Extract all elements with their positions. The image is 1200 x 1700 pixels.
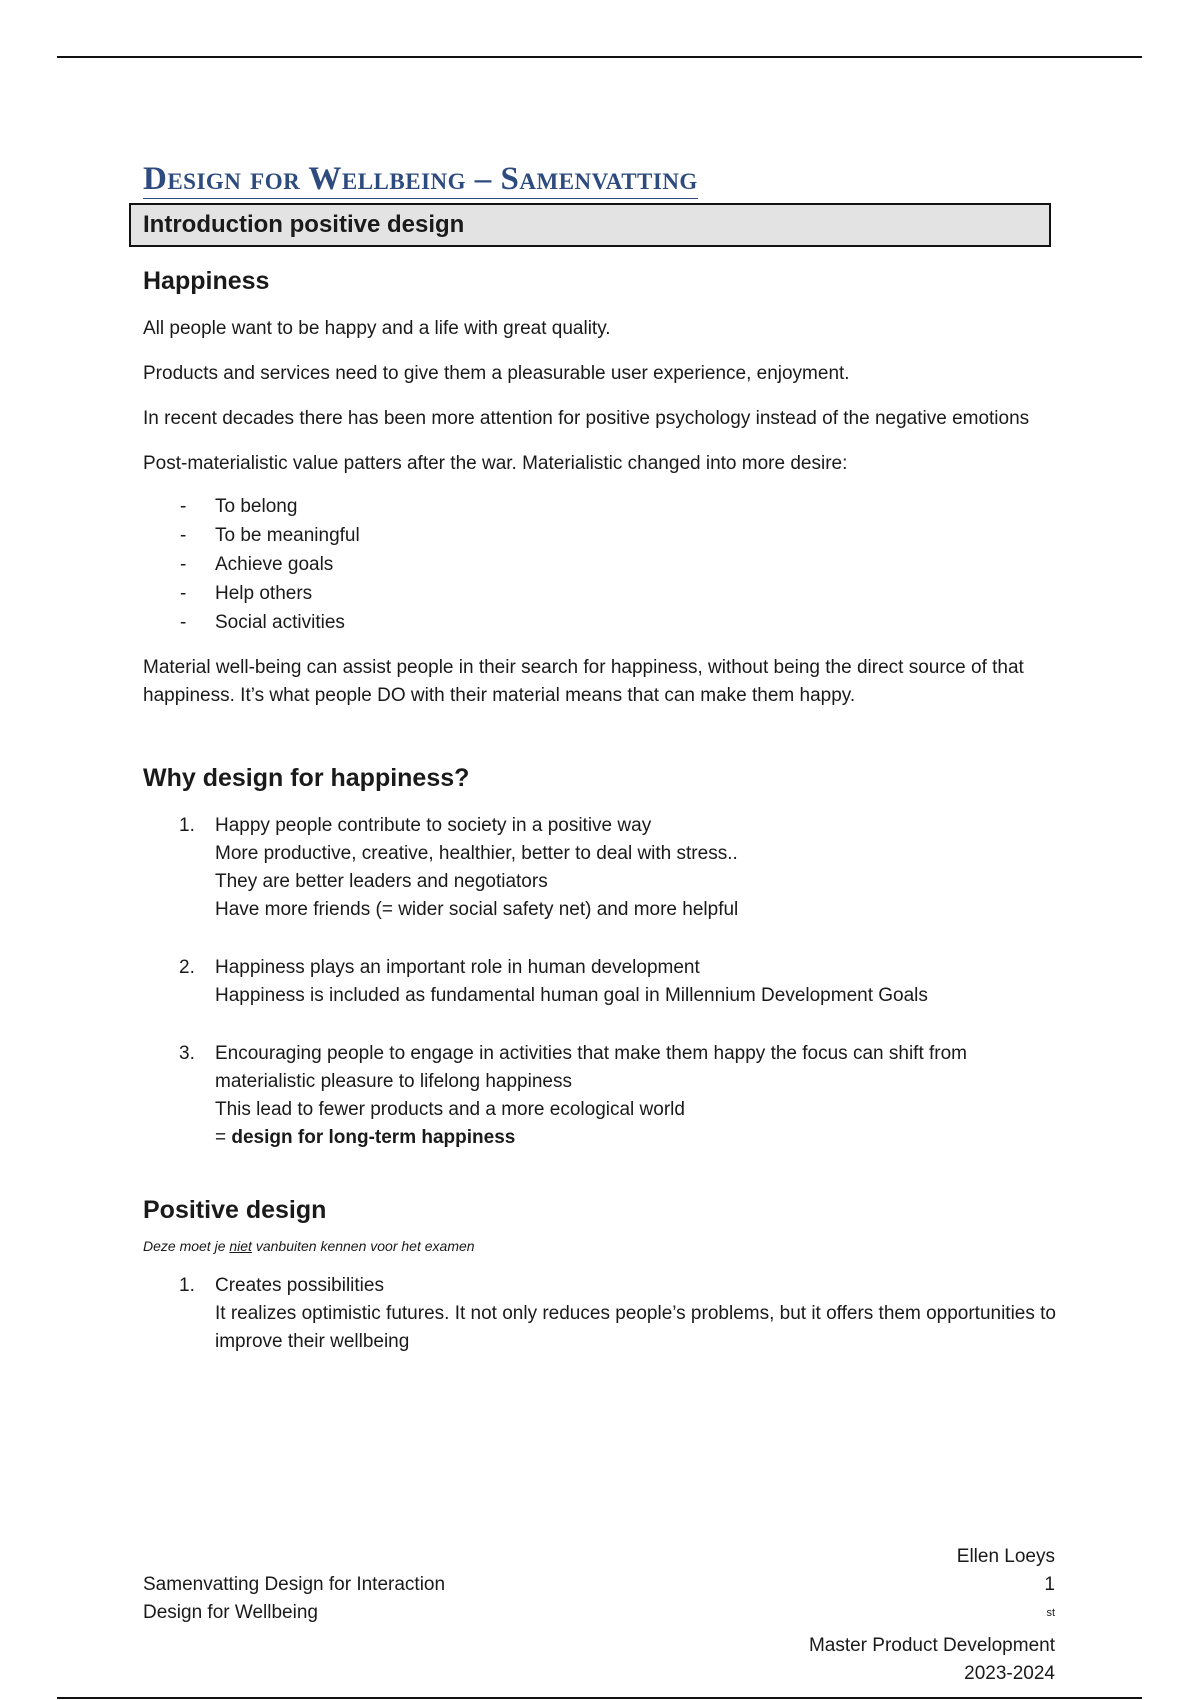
item-line: Happiness is included as fundamental human goal in Millennium Development Goals bbox=[215, 985, 928, 1006]
footer-left bbox=[143, 1571, 445, 1627]
page-content bbox=[143, 160, 1069, 1386]
note-text: vanbuiten kennen voor het examen bbox=[251, 1238, 475, 1254]
footer-course: Samenvatting Design for Interaction bbox=[143, 1574, 446, 1595]
item-number: 2. bbox=[179, 957, 195, 978]
desires-list bbox=[143, 492, 1069, 637]
why-list bbox=[143, 812, 1069, 1152]
footer-subject: Design for Wellbeing bbox=[143, 1602, 318, 1623]
list-item: - Social activities bbox=[143, 608, 1069, 637]
program-number: 1 bbox=[1044, 1574, 1055, 1595]
emphasis-text: design for long-term happiness bbox=[231, 1127, 516, 1148]
footer-right bbox=[809, 1543, 1055, 1688]
item-number: 3. bbox=[179, 1043, 195, 1064]
list-item bbox=[143, 1040, 1069, 1152]
section-header: Introduction positive design bbox=[129, 203, 1051, 247]
program-ordinal: st bbox=[1046, 1607, 1055, 1619]
program-name: Master Product Development bbox=[808, 1635, 1055, 1657]
list-item bbox=[143, 954, 1069, 1010]
footer-year: 2023-2024 bbox=[964, 1663, 1055, 1685]
item-line: Happiness plays an important role in human development bbox=[215, 957, 700, 978]
positive-list bbox=[143, 1272, 1069, 1356]
footer-author: Ellen Loeys bbox=[956, 1546, 1055, 1567]
item-number: 1. bbox=[179, 815, 195, 836]
item-line: Encouraging people to engage in activities that make them happy the focus can shift from materialistic pleasure to lifelong happiness bbox=[215, 1043, 968, 1092]
item-emphasis-line bbox=[215, 1124, 1069, 1152]
item-line: Happy people contribute to society in a positive way bbox=[215, 815, 652, 836]
item-line: Have more friends (= wider social safety net) and more helpful bbox=[215, 899, 739, 920]
positive-design-heading: Positive design bbox=[143, 1196, 327, 1224]
item-number: 1. bbox=[179, 1275, 195, 1296]
paragraph: In recent decades there has been more attention for positive psychology instead of the negative emotions bbox=[143, 408, 1030, 429]
item-line: It realizes optimistic futures. It not only reduces people’s problems, but it offers them opportunities to improve their wellbeing bbox=[215, 1303, 1057, 1352]
list-item: - To belong bbox=[143, 492, 1069, 521]
note-text: Deze moet je bbox=[143, 1238, 230, 1254]
paragraph: Products and services need to give them a pleasurable user experience, enjoyment. bbox=[143, 363, 850, 384]
list-item bbox=[143, 1272, 1069, 1356]
happiness-heading: Happiness bbox=[143, 267, 270, 295]
paragraph: Post-materialistic value patters after the war. Materialistic changed into more desire: bbox=[143, 453, 848, 474]
list-item bbox=[143, 812, 1069, 924]
paragraph: All people want to be happy and a life with great quality. bbox=[143, 318, 611, 339]
footer-rule bbox=[57, 1697, 1142, 1699]
item-line: More productive, creative, healthier, better to deal with stress.. bbox=[215, 843, 738, 864]
list-item: - To be meaningful bbox=[143, 521, 1069, 550]
list-item: - Help others bbox=[143, 579, 1069, 608]
note-underlined: niet bbox=[229, 1238, 252, 1254]
paragraph: Material well-being can assist people in their search for happiness, without being the direct source of that happiness. It’s what people DO with their material means that can make them happy. bbox=[143, 657, 1024, 706]
exam-note bbox=[143, 1236, 1069, 1256]
why-heading: Why design for happiness? bbox=[143, 764, 470, 792]
item-line: Creates possibilities bbox=[215, 1275, 384, 1296]
document-title: Design for Wellbeing – Samenvatting bbox=[143, 161, 698, 197]
list-item: - Achieve goals bbox=[143, 550, 1069, 579]
emphasis-prefix: = bbox=[215, 1127, 232, 1148]
header-rule bbox=[57, 56, 1142, 58]
footer-program bbox=[809, 1571, 1055, 1660]
item-line: They are better leaders and negotiators bbox=[215, 871, 548, 892]
item-line: This lead to fewer products and a more ecological world bbox=[215, 1099, 685, 1120]
